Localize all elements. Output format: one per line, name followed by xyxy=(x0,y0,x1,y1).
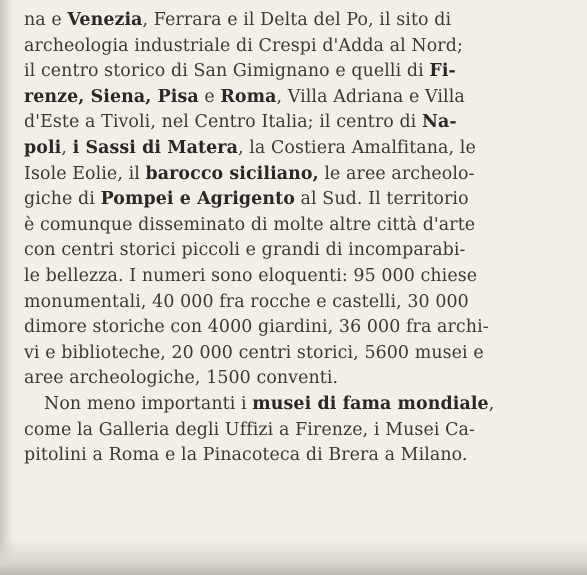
bold-text: Na- xyxy=(421,112,457,133)
book-page-text xyxy=(24,8,580,469)
text-run: Isole Eolie, il xyxy=(24,163,146,184)
text-run: Non meno importanti i xyxy=(44,393,253,414)
text-line xyxy=(24,187,580,213)
text-run: come la Galleria degli Uffizi a Firenze, i Musei Ca- xyxy=(24,419,475,440)
bold-text: barocco siciliano, xyxy=(145,163,319,184)
text-line xyxy=(24,8,580,34)
text-line xyxy=(24,366,580,392)
text-run: giche di xyxy=(24,189,101,210)
text-line xyxy=(24,85,580,111)
text-line xyxy=(24,341,580,367)
bold-text: Fi- xyxy=(429,61,456,82)
paragraph-2 xyxy=(24,392,580,469)
text-line xyxy=(24,59,580,85)
text-run: , la Costiera Amalfitana, le xyxy=(237,137,476,158)
text-run: è comunque disseminato di molte altre città d'arte xyxy=(24,214,476,235)
text-run: na e xyxy=(24,10,68,30)
page-bottom-shadow xyxy=(0,539,587,575)
text-run: pitolini a Roma e la Pinacoteca di Brera a Milano. xyxy=(24,445,468,466)
text-run: al Sud. Il territorio xyxy=(294,189,469,210)
text-line xyxy=(24,264,580,290)
text-line xyxy=(24,315,580,341)
text-line xyxy=(24,34,580,60)
bold-text: Pompei e Agrigento xyxy=(100,189,295,210)
text-run: vi e biblioteche, 20 000 centri storici, 5600 musei e xyxy=(24,342,484,363)
text-line xyxy=(24,136,580,162)
paragraph-1 xyxy=(24,8,580,392)
bold-text: i Sassi di Matera xyxy=(72,137,238,158)
text-run: le bellezza. I numeri sono eloquenti: 95 000 chiese xyxy=(24,265,478,286)
text-run: , xyxy=(61,137,73,158)
bold-text: renze, Siena, Pisa xyxy=(24,86,199,107)
text-line xyxy=(24,392,580,418)
text-run: , Ferrara e il Delta del Po, il sito di xyxy=(142,10,452,30)
page-left-shadow xyxy=(0,0,16,575)
bold-text: Roma xyxy=(220,86,277,107)
text-line xyxy=(24,418,580,444)
text-line xyxy=(24,213,580,239)
text-line xyxy=(24,290,580,316)
text-run: il centro storico di San Gimignano e quelli di xyxy=(24,61,430,82)
text-run: , Villa Adriana e Villa xyxy=(276,86,465,107)
text-run: con centri storici piccoli e grandi di incomparabi- xyxy=(24,240,466,261)
text-run: aree archeologiche, 1500 conventi. xyxy=(24,368,339,389)
bold-text: musei di fama mondiale xyxy=(252,393,489,414)
text-run: e xyxy=(198,86,221,107)
text-line xyxy=(24,443,580,469)
text-run: archeologia industriale di Crespi d'Adda al Nord; xyxy=(24,35,463,56)
text-run: dimore storiche con 4000 giardini, 36 000 fra archi- xyxy=(24,317,489,338)
bold-text: Venezia xyxy=(67,10,143,30)
bold-text: poli xyxy=(24,137,62,158)
text-run: le aree archeolo- xyxy=(318,163,475,184)
text-run: , xyxy=(488,393,495,414)
text-run: monumentali, 40 000 fra rocche e castelli, 30 000 xyxy=(24,291,469,312)
text-run: d'Este a Tivoli, nel Centro Italia; il centro di xyxy=(24,112,422,133)
text-line xyxy=(24,162,580,188)
text-line xyxy=(24,110,580,136)
text-line xyxy=(24,238,580,264)
